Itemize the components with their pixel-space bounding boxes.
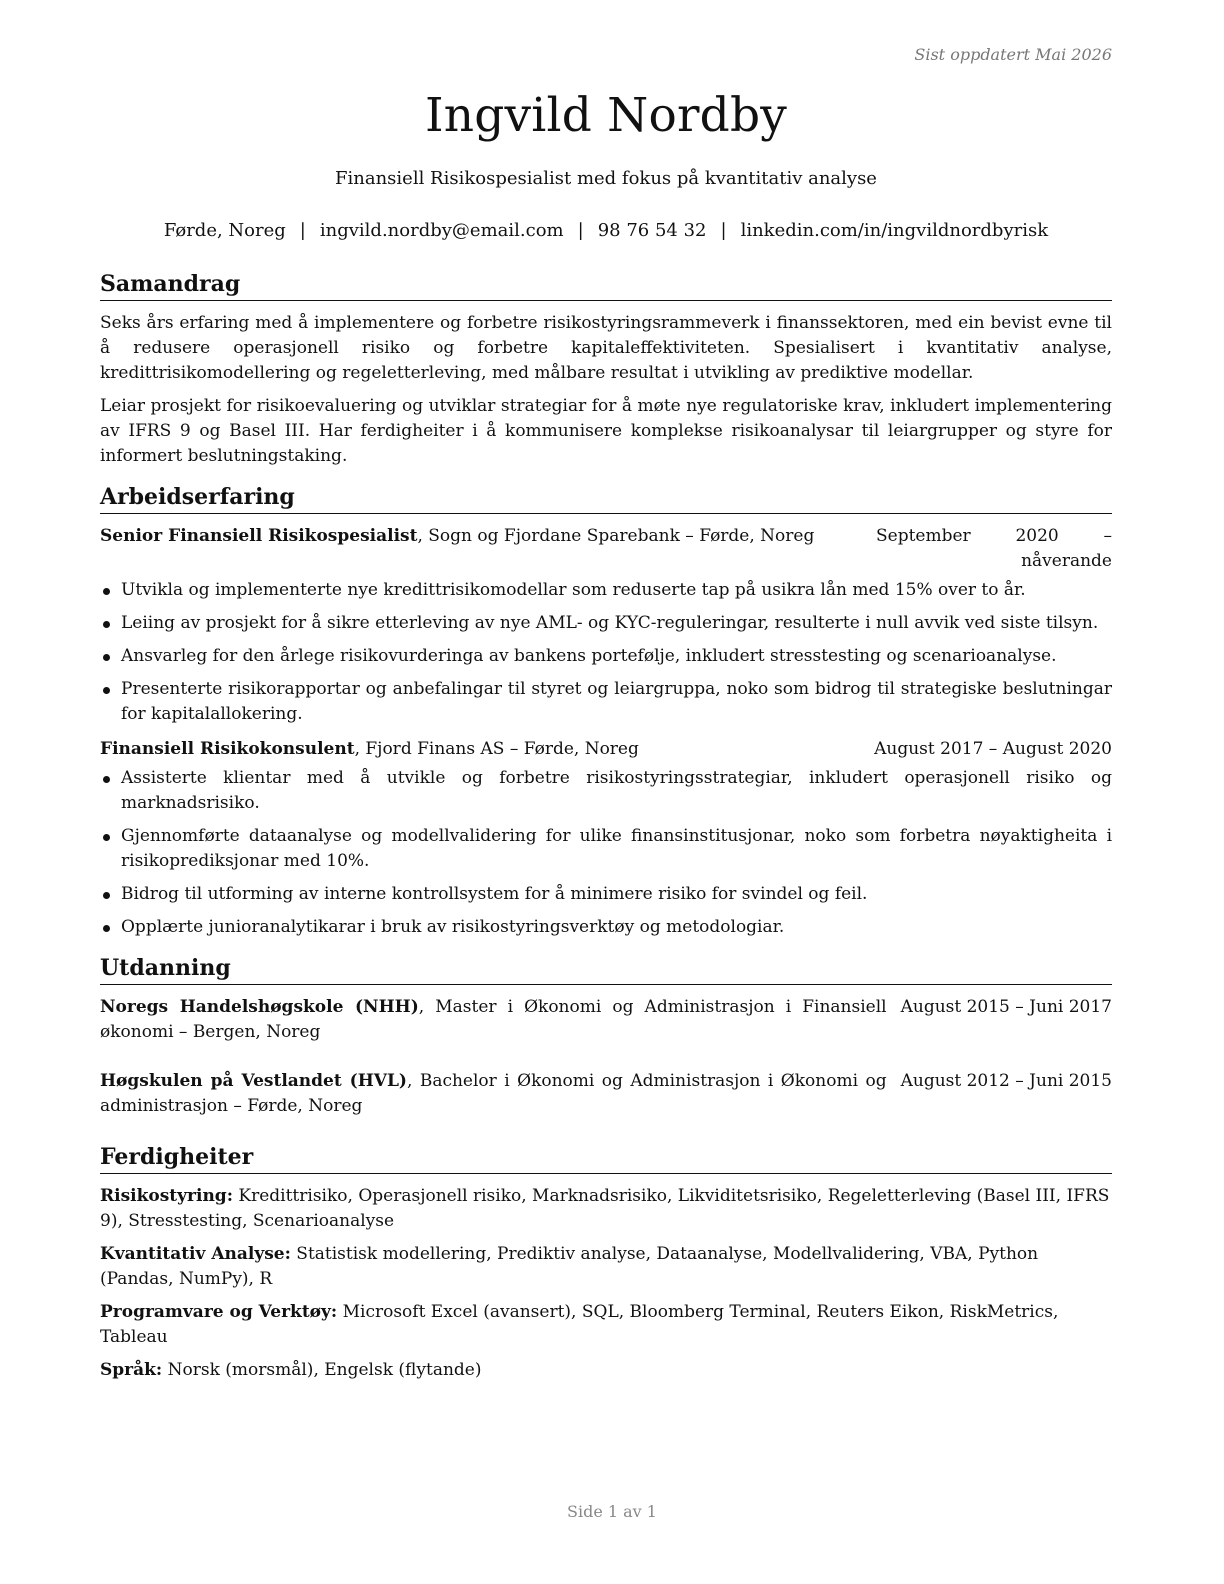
education-detail: , Bachelor i Økonomi og Administrasjon i Økonomi og administrasjon – Førde, Noreg (100, 1071, 887, 1116)
job-title-line (100, 524, 876, 549)
education-entry (100, 1069, 1112, 1119)
job-title-line (100, 737, 874, 762)
job-dates: August 2017 – August 2020 (874, 739, 1112, 759)
education-section (100, 954, 1112, 1119)
job-role: Senior Finansiell Risikospesialist (100, 526, 418, 546)
contact-linkedin[interactable]: linkedin.com/in/ingvildnordbyrisk (740, 220, 1049, 241)
list-item (100, 644, 1112, 669)
job-role: Finansiell Risikokonsulent (100, 739, 355, 759)
section-title: Arbeidserfaring (100, 483, 1112, 514)
skill-value: Norsk (morsmål), Engelsk (flytande) (167, 1360, 482, 1380)
bullet-icon (103, 654, 110, 661)
bullet-text: Assisterte klientar med å utvikle og forbetre risikostyringsstrategiar, inkludert operasjonell risiko og marknadsrisiko. (121, 768, 1112, 813)
skills-section (100, 1143, 1112, 1383)
education-title-line (100, 995, 901, 1045)
skill-line (100, 1300, 1112, 1350)
job-bullets (100, 578, 1112, 727)
bullet-text: Presenterte risikorapportar og anbefalingar til styret og leiargruppa, noko som bidrog til strategiske beslutningar for kapitalallokering. (121, 679, 1112, 724)
bullet-text: Opplærte junioranalytikarar i bruk av risikostyringsverktøy og metodologiar. (121, 917, 785, 937)
contact-separator: | (720, 220, 727, 241)
contact-location: Førde, Noreg (163, 220, 286, 241)
job-dates: September 2020 – nåverande (876, 526, 1112, 571)
education-school: Noregs Handelshøgskole (NHH) (100, 997, 419, 1017)
list-item (100, 915, 1112, 940)
skill-line (100, 1184, 1112, 1234)
bullet-text: Utvikla og implementerte nye kredittrisikomodellar som reduserte tap på usikra lån med 15% over to år. (121, 580, 1026, 600)
bullet-icon (103, 621, 110, 628)
education-school: Høgskulen på Vestlandet (HVL) (100, 1071, 407, 1091)
job-header (100, 524, 1112, 574)
bullet-text: Gjennomførte dataanalyse og modellvalidering for ulike finansinstitusjonar, noko som forbetra nøyaktigheita i risikoprediksjonar med 10%. (121, 826, 1112, 871)
job-entry (100, 524, 1112, 727)
skill-label: Kvantitativ Analyse: (100, 1244, 291, 1264)
job-org: , Fjord Finans AS – Førde, Noreg (354, 739, 639, 759)
list-item (100, 611, 1112, 636)
job-org: , Sogn og Fjordane Sparebank – Førde, Noreg (417, 526, 815, 546)
skill-value: Kredittrisiko, Operasjonell risiko, Marknadsrisiko, Likviditetsrisiko, Regeletterleving (Basel III, IFRS 9), Stresstesting, Scenarioanalyse (100, 1186, 1110, 1231)
education-title-line (100, 1069, 901, 1119)
job-entry (100, 737, 1112, 940)
bullet-icon (103, 925, 110, 932)
education-entry (100, 995, 1112, 1045)
contact-separator: | (577, 220, 584, 241)
contact-phone: 98 76 54 32 (597, 220, 707, 241)
list-item (100, 578, 1112, 603)
candidate-name: Ingvild Nordby (425, 88, 787, 143)
section-title: Samandrag (100, 270, 1112, 301)
summary-paragraph: Leiar prosjekt for risikoevaluering og utviklar strategiar for å møte nye regulatoriske krav, inkludert implementering av IFRS 9 og Basel III. Har ferdigheiter i å kommunisere komplekse risikoanalysar til leiargrupper og styre for informert beslutningstaking. (100, 396, 1112, 466)
list-item (100, 882, 1112, 907)
bullet-icon (103, 588, 110, 595)
skill-label: Språk: (100, 1360, 163, 1380)
skill-value: Statistisk modellering, Prediktiv analyse, Dataanalyse, Modellvalidering, VBA, Python (Pandas, NumPy), R (100, 1244, 1039, 1289)
bullet-text: Bidrog til utforming av interne kontrollsystem for å minimere risiko for svindel og feil. (121, 884, 868, 904)
contact-separator: | (299, 220, 306, 241)
education-dates: August 2012 – Juni 2015 (900, 1071, 1112, 1091)
skill-value: Microsoft Excel (avansert), SQL, Bloomberg Terminal, Reuters Eikon, RiskMetrics, Tableau (100, 1302, 1059, 1347)
page-footer: Side 1 av 1 (567, 1502, 657, 1521)
bullet-text: Leiing av prosjekt for å sikre etterleving av nye AML- og KYC-reguleringar, resulterte i null avvik ved siste tilsyn. (121, 613, 1099, 633)
contact-line (100, 220, 1112, 241)
list-item (100, 677, 1112, 727)
last-updated: Sist oppdatert Mai 2026 (914, 45, 1112, 64)
job-header (100, 737, 1112, 762)
bullet-icon (103, 892, 110, 899)
resume-content (100, 270, 1112, 1397)
job-bullets (100, 766, 1112, 940)
education-detail: , Master i Økonomi og Administrasjon i Finansiell økonomi – Bergen, Noreg (100, 997, 887, 1042)
education-dates: August 2015 – Juni 2017 (900, 997, 1112, 1017)
summary-section (100, 270, 1112, 469)
skill-line (100, 1242, 1112, 1292)
list-item (100, 766, 1112, 816)
experience-section (100, 483, 1112, 940)
tagline: Finansiell Risikospesialist med fokus på kvantitativ analyse (335, 168, 877, 189)
bullet-icon (103, 687, 110, 694)
skill-label: Programvare og Verktøy: (100, 1302, 338, 1322)
skill-line (100, 1358, 1112, 1383)
section-title: Ferdigheiter (100, 1143, 1112, 1174)
bullet-icon (103, 776, 110, 783)
skill-label: Risikostyring: (100, 1186, 233, 1206)
list-item (100, 824, 1112, 874)
section-title: Utdanning (100, 954, 1112, 985)
contact-email[interactable]: ingvild.nordby@email.com (319, 220, 564, 241)
bullet-icon (103, 834, 110, 841)
summary-paragraph: Seks års erfaring med å implementere og forbetre risikostyringsrammeverk i finanssektoren, med ein bevist evne til å redusere operasjonell risiko og forbetre kapitaleffektiviteten. Spesialisert i kvantitativ analyse, kredittrisikomodellering og regeletterleving, med målbare resultat i utvikling av prediktive modellar. (100, 313, 1112, 383)
bullet-text: Ansvarleg for den årlege risikovurderinga av bankens portefølje, inkludert stresstesting og scenarioanalyse. (121, 646, 1057, 666)
